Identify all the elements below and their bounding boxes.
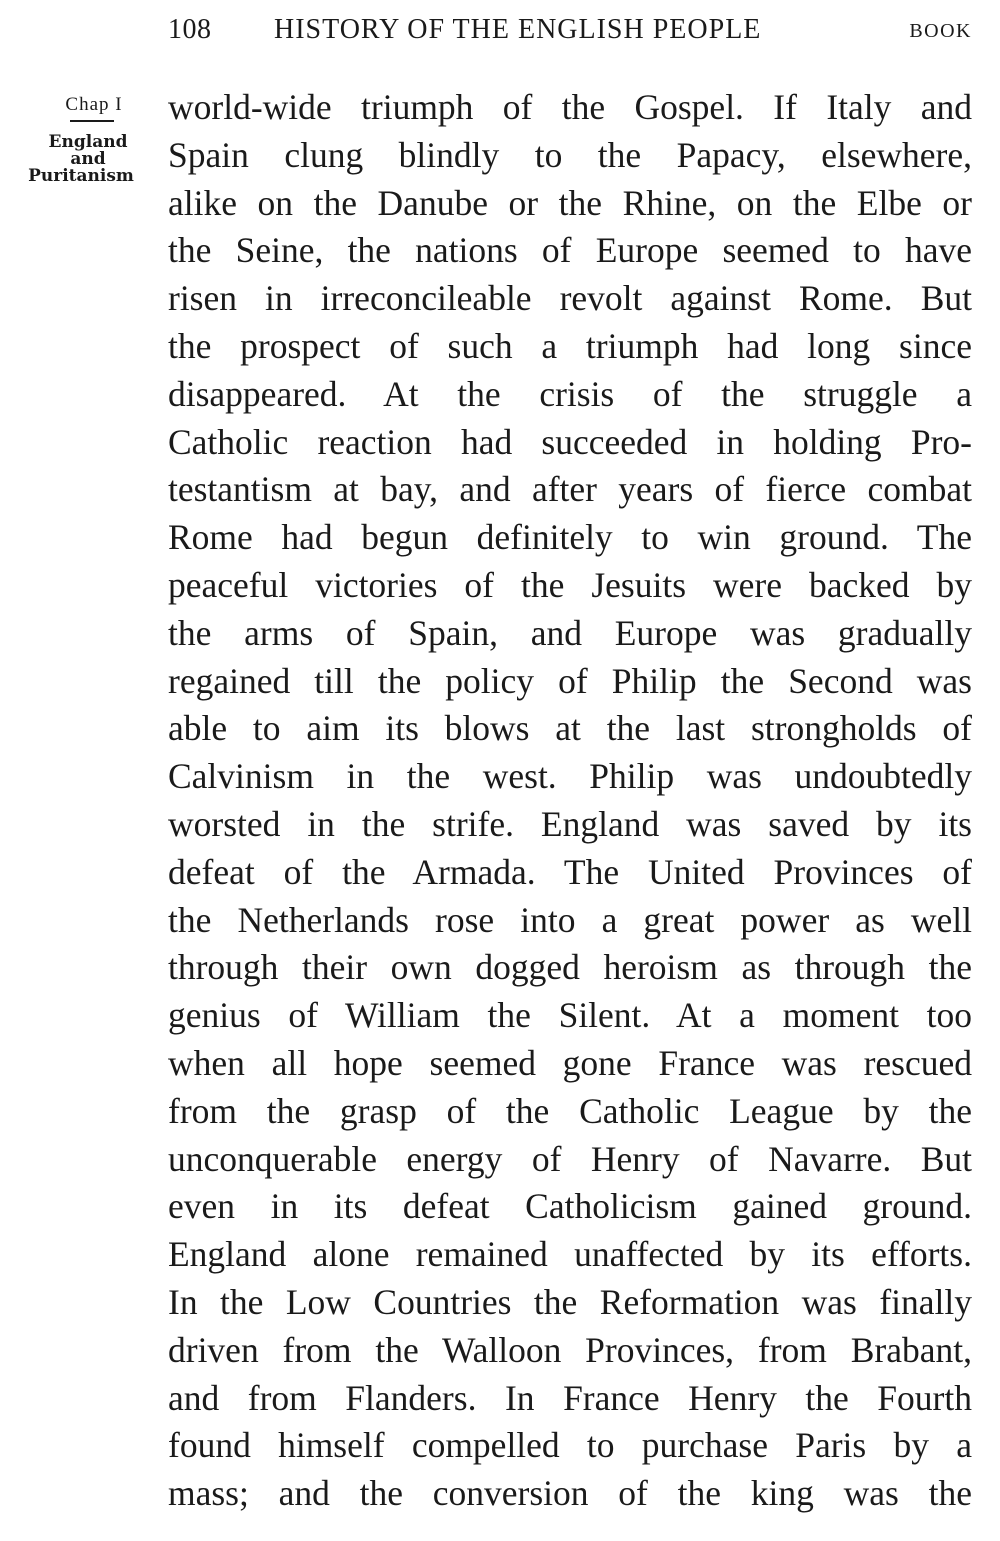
text-line: and from Flanders. In France Henry the Fourth <box>168 1377 972 1418</box>
running-head <box>168 14 972 50</box>
chapter-label: Chap I <box>65 94 123 115</box>
text-line: from the grasp of the Catholic League by the <box>168 1090 972 1131</box>
running-title: HISTORY OF THE ENGLISH PEOPLE <box>274 14 762 45</box>
text-line: world-wide triumph of the Gospel. If Italy and <box>168 87 972 127</box>
text-line: In the Low Countries the Reformation was finally <box>168 1281 972 1322</box>
body-text <box>168 84 972 1518</box>
text-line: disappeared. At the crisis of the struggle a <box>168 373 972 414</box>
text-line: peaceful victories of the Jesuits were backed by <box>168 564 972 605</box>
margin-note <box>6 92 156 185</box>
margin-topic <box>6 134 156 185</box>
text-line: Spain clung blindly to the Papacy, elsewhere, <box>168 134 972 175</box>
margin-topic-line: Puritanism <box>28 166 134 186</box>
page-number: 108 <box>168 14 212 45</box>
text-line: defeat of the Armada. The United Provinces of <box>168 851 972 892</box>
chapter-rule <box>70 120 114 122</box>
text-line: England alone remained unaffected by its efforts. <box>168 1234 972 1275</box>
text-line: driven from the Walloon Provinces, from Brabant, <box>168 1329 972 1370</box>
text-line: unconquerable energy of Henry of Navarre. But <box>168 1138 972 1179</box>
text-line: alike on the Danube or the Rhine, on the Elbe or <box>168 182 972 223</box>
text-line: Rome had begun definitely to win ground. The <box>168 517 972 558</box>
text-line: the arms of Spain, and Europe was gradually <box>168 612 972 653</box>
margin-topic-line: England <box>48 132 128 152</box>
text-line: risen in irreconcileable revolt against Rome. But <box>168 278 972 319</box>
text-line: regained till the policy of Philip the Second was <box>168 660 972 701</box>
text-line: the prospect of such a triumph had long since <box>168 325 972 366</box>
text-line: even in its defeat Catholicism gained ground. <box>168 1186 972 1227</box>
book-label: BOOK <box>909 20 972 42</box>
text-line: testantism at bay, and after years of fierce combat <box>168 469 972 510</box>
text-line: when all hope seemed gone France was rescued <box>168 1042 972 1083</box>
text-line: the Netherlands rose into a great power as well <box>168 899 972 940</box>
text-line: through their own dogged heroism as through the <box>168 947 972 988</box>
text-line: mass; and the conversion of the king was the <box>168 1473 972 1514</box>
text-line: Catholic reaction had succeeded in holding Pro- <box>168 421 972 462</box>
text-line: Calvinism in the west. Philip was undoubtedly <box>168 756 972 797</box>
text-line: found himself compelled to purchase Paris by a <box>168 1425 972 1466</box>
text-line: the Seine, the nations of Europe seemed to have <box>168 230 972 271</box>
text-line: worsted in the strife. England was saved by its <box>168 803 972 844</box>
text-line: able to aim its blows at the last strongholds of <box>168 708 972 749</box>
margin-topic-line: and <box>70 149 106 169</box>
text-line: genius of William the Silent. At a moment too <box>168 995 972 1036</box>
